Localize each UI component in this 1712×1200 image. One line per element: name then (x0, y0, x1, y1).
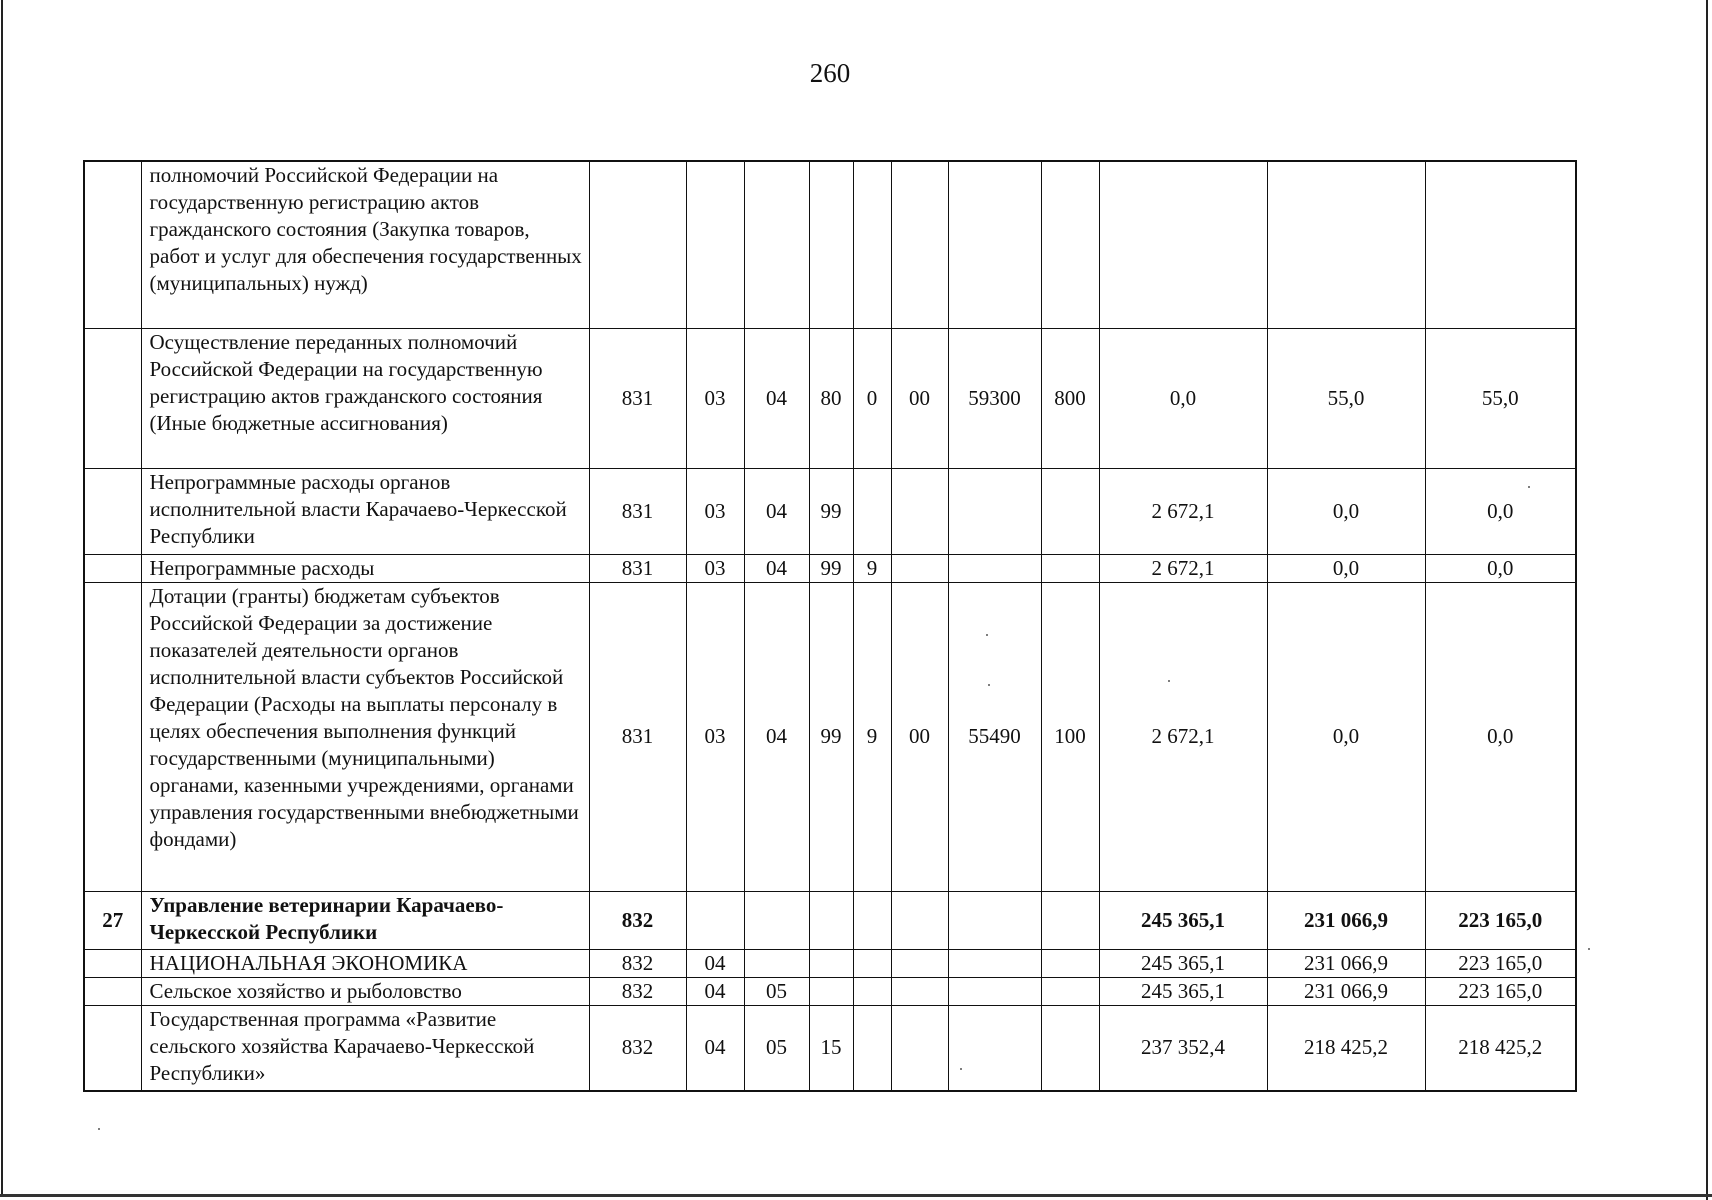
target-program-code (809, 891, 853, 949)
amount-year-1: 0,0 (1099, 328, 1267, 468)
target-subprogram-code: 0 (853, 328, 891, 468)
target-subprogram-code: 9 (853, 554, 891, 582)
subsection-code: 04 (744, 554, 809, 582)
scan-speck (1588, 948, 1590, 950)
expense-type-code (1041, 554, 1099, 582)
target-direction-code: 59300 (948, 328, 1041, 468)
target-event-code (891, 1005, 948, 1091)
amount-year-2: 0,0 (1267, 554, 1425, 582)
row-number (84, 554, 141, 582)
table-row (84, 891, 1576, 949)
amount-year-1: 2 672,1 (1099, 554, 1267, 582)
amount-year-1: 2 672,1 (1099, 468, 1267, 554)
target-subprogram-code (853, 468, 891, 554)
subsection-code: 04 (744, 468, 809, 554)
target-subprogram-code (853, 1005, 891, 1091)
target-program-code (809, 161, 853, 328)
expense-name: Сельское хозяйство и рыболовство (141, 977, 589, 1005)
expense-type-code (1041, 891, 1099, 949)
section-code: 04 (686, 1005, 744, 1091)
table-row (84, 328, 1576, 468)
amount-year-3: 223 165,0 (1425, 891, 1576, 949)
expense-type-code (1041, 161, 1099, 328)
target-program-code: 99 (809, 582, 853, 891)
amount-year-3: 223 165,0 (1425, 949, 1576, 977)
ministry-code: 832 (589, 891, 686, 949)
amount-year-2: 55,0 (1267, 328, 1425, 468)
target-event-code: 00 (891, 328, 948, 468)
section-code: 04 (686, 977, 744, 1005)
section-code: 03 (686, 468, 744, 554)
amount-year-3: 55,0 (1425, 328, 1576, 468)
table-row (84, 1005, 1576, 1091)
target-direction-code (948, 1005, 1041, 1091)
section-code (686, 891, 744, 949)
target-program-code (809, 949, 853, 977)
amount-year-3 (1425, 161, 1576, 328)
amount-year-2: 231 066,9 (1267, 891, 1425, 949)
target-subprogram-code (853, 161, 891, 328)
amount-year-3: 0,0 (1425, 468, 1576, 554)
target-direction-code (948, 161, 1041, 328)
scan-edge-left (1, 0, 3, 1194)
table-row (84, 554, 1576, 582)
section-code: 03 (686, 582, 744, 891)
amount-year-2: 231 066,9 (1267, 977, 1425, 1005)
ministry-code: 831 (589, 468, 686, 554)
target-direction-code (948, 949, 1041, 977)
section-code: 03 (686, 554, 744, 582)
ministry-code: 831 (589, 582, 686, 891)
amount-year-2: 0,0 (1267, 468, 1425, 554)
expense-name: Непрограммные расходы (141, 554, 589, 582)
amount-year-2: 0,0 (1267, 582, 1425, 891)
amount-year-2: 231 066,9 (1267, 949, 1425, 977)
scan-edge-right (1706, 0, 1708, 1200)
row-number: 27 (84, 891, 141, 949)
row-number (84, 468, 141, 554)
target-direction-code (948, 468, 1041, 554)
target-direction-code (948, 554, 1041, 582)
ministry-code: 832 (589, 1005, 686, 1091)
amount-year-3: 0,0 (1425, 554, 1576, 582)
ministry-code: 832 (589, 949, 686, 977)
expense-name: Государственная программа «Развитие сельского хозяйства Карачаево-Черкесской Республики» (141, 1005, 589, 1091)
target-event-code (891, 891, 948, 949)
target-event-code (891, 949, 948, 977)
amount-year-1: 2 672,1 (1099, 582, 1267, 891)
expense-type-code (1041, 468, 1099, 554)
target-event-code: 00 (891, 582, 948, 891)
section-code: 04 (686, 949, 744, 977)
target-event-code (891, 161, 948, 328)
row-number (84, 582, 141, 891)
target-direction-code (948, 977, 1041, 1005)
subsection-code: 05 (744, 977, 809, 1005)
ministry-code: 831 (589, 328, 686, 468)
target-event-code (891, 554, 948, 582)
target-event-code (891, 977, 948, 1005)
amount-year-3: 223 165,0 (1425, 977, 1576, 1005)
expense-name: НАЦИОНАЛЬНАЯ ЭКОНОМИКА (141, 949, 589, 977)
expense-name: Осуществление переданных полномочий Российской Федерации на государственную регистрацию актов гражданского состояния (Иные бюджетные ассигнования) (141, 328, 589, 468)
scan-speck (986, 634, 988, 636)
amount-year-3: 218 425,2 (1425, 1005, 1576, 1091)
table-row (84, 468, 1576, 554)
target-direction-code: 55490 (948, 582, 1041, 891)
expense-type-code: 100 (1041, 582, 1099, 891)
target-program-code (809, 977, 853, 1005)
section-code: 03 (686, 328, 744, 468)
scan-speck (988, 684, 990, 686)
amount-year-2 (1267, 161, 1425, 328)
expense-name: полномочий Российской Федерации на государственную регистрацию актов гражданского состояния (Закупка товаров, работ и услуг для обеспечения государственных (муниципальных) нужд) (141, 161, 589, 328)
subsection-code: 04 (744, 328, 809, 468)
amount-year-1: 237 352,4 (1099, 1005, 1267, 1091)
scan-speck (1168, 680, 1170, 682)
table-row (84, 977, 1576, 1005)
budget-table (83, 160, 1577, 1092)
ministry-code (589, 161, 686, 328)
target-subprogram-code (853, 949, 891, 977)
subsection-code (744, 891, 809, 949)
table-row (84, 949, 1576, 977)
target-subprogram-code (853, 977, 891, 1005)
section-code (686, 161, 744, 328)
expense-type-code: 800 (1041, 328, 1099, 468)
amount-year-1 (1099, 161, 1267, 328)
ministry-code: 831 (589, 554, 686, 582)
amount-year-1: 245 365,1 (1099, 977, 1267, 1005)
budget-table-body (84, 161, 1576, 1091)
row-number (84, 161, 141, 328)
amount-year-3: 0,0 (1425, 582, 1576, 891)
subsection-code (744, 949, 809, 977)
amount-year-2: 218 425,2 (1267, 1005, 1425, 1091)
target-event-code (891, 468, 948, 554)
target-program-code: 99 (809, 554, 853, 582)
table-row (84, 582, 1576, 891)
target-direction-code (948, 891, 1041, 949)
expense-name: Непрограммные расходы органов исполнительной власти Карачаево-Черкесской Республики (141, 468, 589, 554)
expense-type-code (1041, 949, 1099, 977)
expense-name: Дотации (гранты) бюджетам субъектов Российской Федерации за достижение показателей деятельности органов исполнительной власти субъектов Российской Федерации (Расходы на выплаты персоналу в целях обеспечения выполнения функций государственными (муниципальными) органами, казенными учреждениями, органами управления государственными внебюджетными фондами) (141, 582, 589, 891)
ministry-code: 832 (589, 977, 686, 1005)
amount-year-1: 245 365,1 (1099, 891, 1267, 949)
scan-speck (1528, 486, 1530, 488)
target-subprogram-code: 9 (853, 582, 891, 891)
row-number (84, 977, 141, 1005)
target-program-code: 99 (809, 468, 853, 554)
target-program-code: 15 (809, 1005, 853, 1091)
scan-speck (98, 1128, 100, 1130)
table-row (84, 161, 1576, 328)
page-number: 260 (809, 58, 851, 88)
subsection-code: 05 (744, 1005, 809, 1091)
subsection-code (744, 161, 809, 328)
target-subprogram-code (853, 891, 891, 949)
row-number (84, 1005, 141, 1091)
scan-edge-bottom (0, 1194, 1712, 1197)
scan-speck (960, 1068, 962, 1070)
row-number (84, 328, 141, 468)
expense-type-code (1041, 1005, 1099, 1091)
subsection-code: 04 (744, 582, 809, 891)
expense-type-code (1041, 977, 1099, 1005)
expense-name: Управление ветеринарии Карачаево-Черкесской Республики (141, 891, 589, 949)
amount-year-1: 245 365,1 (1099, 949, 1267, 977)
target-program-code: 80 (809, 328, 853, 468)
row-number (84, 949, 141, 977)
